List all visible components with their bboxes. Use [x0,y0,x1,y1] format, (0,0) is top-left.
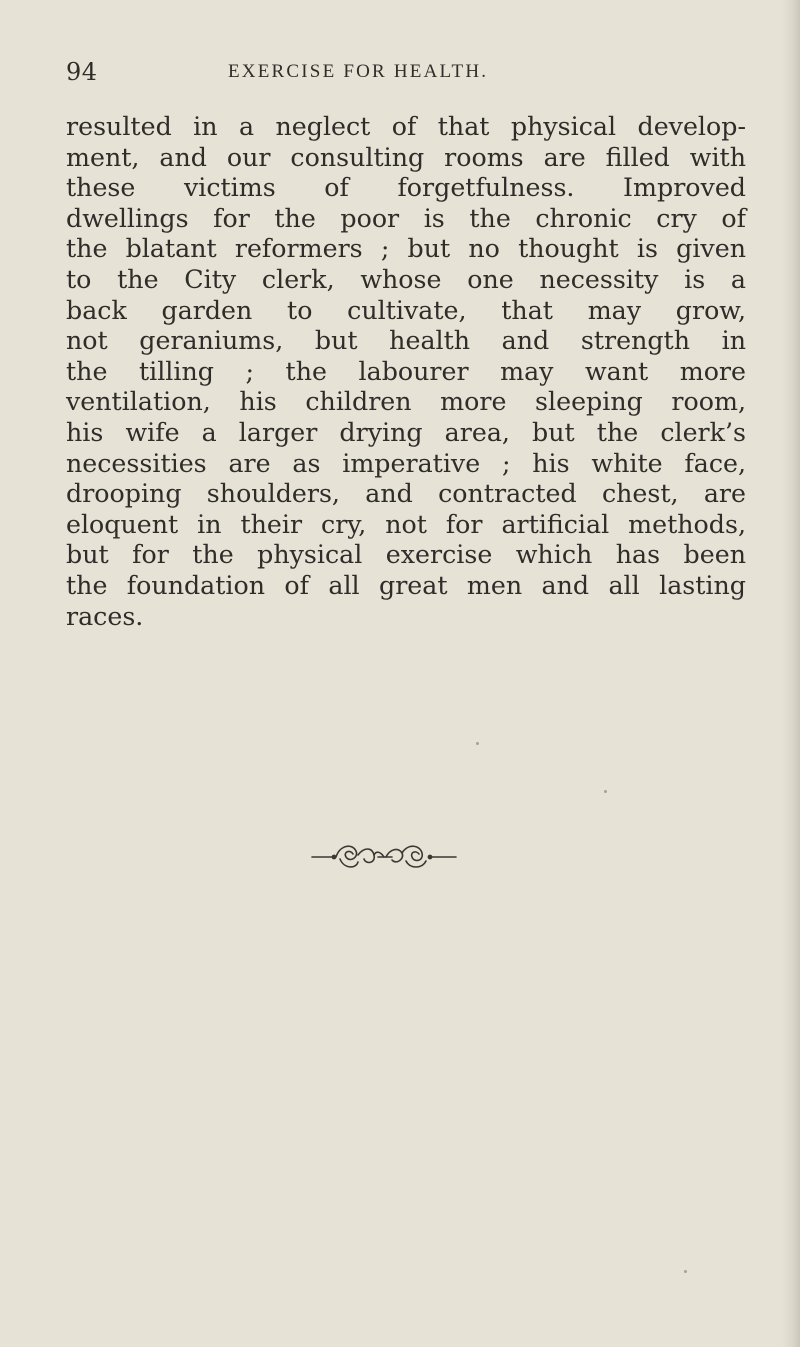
running-head: EXERCISE FOR HEALTH. [228,61,489,82]
text-line: the foundation of all great men and all lasting [66,570,746,600]
text-line: the blatant reformers ; but no thought is given [66,234,746,264]
paper-speck [604,790,607,793]
text-line: the tilling ; the labourer may want more [66,356,746,386]
text-line: ventilation, his children more sleeping room, [66,387,746,417]
text-line: necessities are as imperative ; his white face, [66,448,746,478]
tailpiece-ornament-icon [310,835,460,875]
text-line: his wife a larger drying area, but the clerk’s [66,417,746,447]
text-line: but for the physical exercise which has been [66,540,746,570]
text-line: eloquent in their cry, not for artificial methods, [66,509,746,539]
text-line: ment, and our consulting rooms are filled with [66,142,746,172]
text-line: dwellings for the poor is the chronic cry of [66,203,746,233]
text-line: back garden to cultivate, that may grow, [66,295,746,325]
page-number: 94 [66,58,98,86]
text-line: races. [66,601,144,631]
body-paragraph [66,112,746,632]
text-line: not geraniums, but health and strength in [66,326,746,356]
text-line: drooping shoulders, and contracted chest, are [66,479,746,509]
text-line: to the City clerk, whose one necessity is a [66,264,746,294]
paper-speck [476,742,479,745]
text-line: these victims of forgetfulness. Improved [66,173,746,203]
page-edge-shadow [782,0,800,1347]
paper-speck [684,1270,687,1273]
text-line: resulted in a neglect of that physical develop- [66,112,746,141]
page-header [66,56,746,88]
